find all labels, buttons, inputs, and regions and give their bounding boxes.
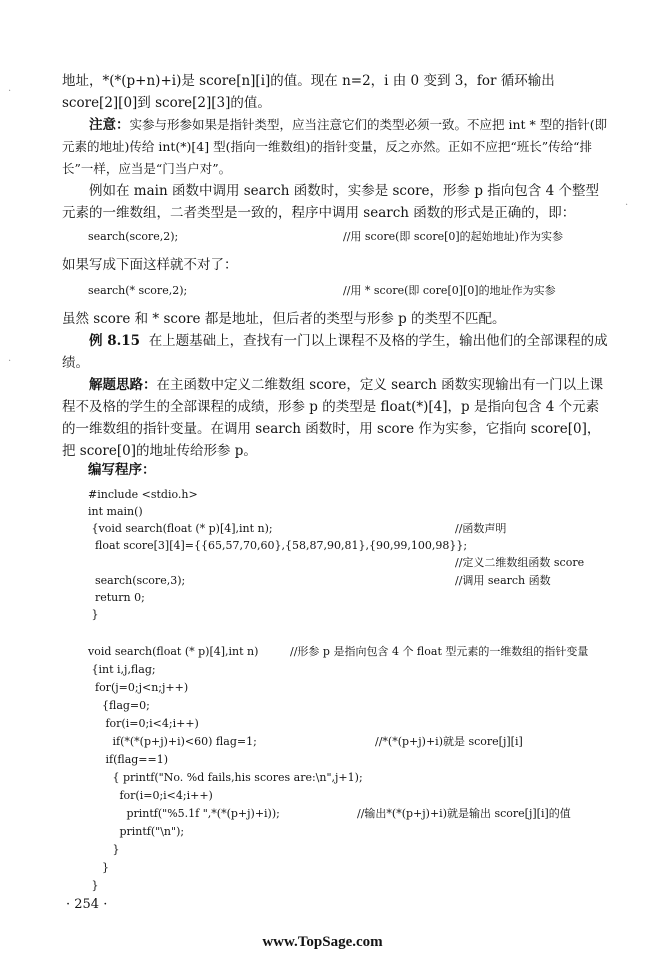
scan-speck: ·	[8, 86, 12, 97]
code-comment: //定义二维数组函数 score	[455, 556, 585, 569]
code-line: #include <stdio.h>	[88, 488, 198, 501]
code-line: void search(float (* p)[4],int n)	[88, 645, 259, 658]
code-line: {flag=0;	[88, 699, 150, 712]
idea-label: 解题思路：	[89, 377, 157, 393]
program-heading: 编写程序：	[88, 462, 156, 478]
code-line: if(*(*(p+j)+i)<60) flag=1;	[88, 735, 257, 748]
paragraph-continuation: 地址，*(*(p+n)+i)是 score[n][i]的值。现在 n=2，i 由 0 变到 3，for 循环输出 score[2][0]到 score[2][3]的值。	[62, 73, 555, 111]
paragraph-wrong-call: 如果写成下面这样就不对了：	[62, 257, 238, 273]
example-paragraph	[62, 330, 610, 374]
code-line: }	[88, 879, 99, 892]
code-comment: //输出*(*(p+j)+i)就是输出 score[j][i]的值	[357, 807, 571, 820]
code-comment: //形参 p 是指向包含 4 个 float 型元素的一维数组的指针变量	[290, 645, 589, 658]
call-correct-code: search(score,2);	[88, 230, 179, 243]
code-line: printf("%5.1f ",*(*(p+j)+i));	[88, 807, 280, 820]
footer-watermark: www.TopSage.com	[262, 934, 383, 950]
code-comment: //*(*(p+j)+i)就是 score[j][i]	[375, 735, 523, 748]
code-line: }	[88, 861, 109, 874]
code-line: if(flag==1)	[88, 753, 169, 766]
note-body: 实参与形参如果是指针类型，应当注意它们的类型必须一致。不应把 int * 型的指针(即元素的地址)传给 int(*)[4] 型(指向一维数组)的指针变量，反之亦然。正如不应把“班长”传给“排长”一样，应当是“门当户对”。	[62, 117, 608, 176]
code-line: {void search(float (* p)[4],int n);	[88, 522, 273, 535]
code-line: for(i=0;i<4;i++)	[88, 717, 199, 730]
code-line: for(j=0;j<n;j++)	[88, 681, 189, 694]
example-label: 例 8.15	[89, 333, 141, 349]
note-paragraph	[62, 114, 610, 180]
scan-speck: ·	[625, 200, 629, 211]
call-correct-comment: //用 score(即 score[0]的起始地址)作为实参	[343, 230, 563, 243]
call-wrong-code: search(* score,2);	[88, 284, 188, 297]
code-line: }	[88, 843, 120, 856]
code-comment: //函数声明	[455, 522, 507, 535]
code-line: { printf("No. %d fails,his scores are:\n",j+1);	[88, 771, 363, 784]
idea-body: 在主函数中定义二维数组 score，定义 search 函数实现输出有一门以上课程不及格的学生的全部课程的成绩，形参 p 的类型是 float(*)[4]，p 是指向包含 4 个元素的一维数组的指针变量。在调用 search 函数时，用 score 作为实参，它指向 score[0]，把 score[0]的地址传给形参 p。	[62, 377, 604, 459]
code-line: return 0;	[88, 591, 145, 604]
example-body: 在上题基础上，查找有一门以上课程不及格的学生，输出他们的全部课程的成绩。	[62, 333, 608, 371]
code-line: float score[3][4]={{65,57,70,60},{58,87,90,81},{90,99,100,98}};	[88, 539, 468, 552]
paragraph-mismatch: 虽然 score 和 * score 都是地址，但后者的类型与形参 p 的类型不匹配。	[62, 311, 506, 327]
scan-speck: ·	[8, 356, 12, 367]
paragraph-example-call: 例如在 main 函数中调用 search 函数时，实参是 score，形参 p 指向包含 4 个整型元素的一维数组，二者类型是一致的，程序中调用 search 函数的形式是正确的，即：	[62, 183, 599, 221]
code-line: int main()	[88, 505, 143, 518]
code-comment: //调用 search 函数	[455, 574, 551, 587]
code-line: }	[88, 608, 99, 621]
code-line: for(i=0;i<4;i++)	[88, 789, 213, 802]
idea-paragraph	[62, 374, 610, 462]
note-label: 注意：	[89, 117, 130, 133]
page-number: · 254 ·	[66, 897, 108, 912]
code-line: {int i,j,flag;	[88, 663, 156, 676]
call-wrong-comment: //用 * score(即 core[0][0]的地址作为实参	[343, 284, 556, 297]
code-line: printf("\n");	[88, 825, 185, 838]
code-line: search(score,3);	[88, 574, 186, 587]
